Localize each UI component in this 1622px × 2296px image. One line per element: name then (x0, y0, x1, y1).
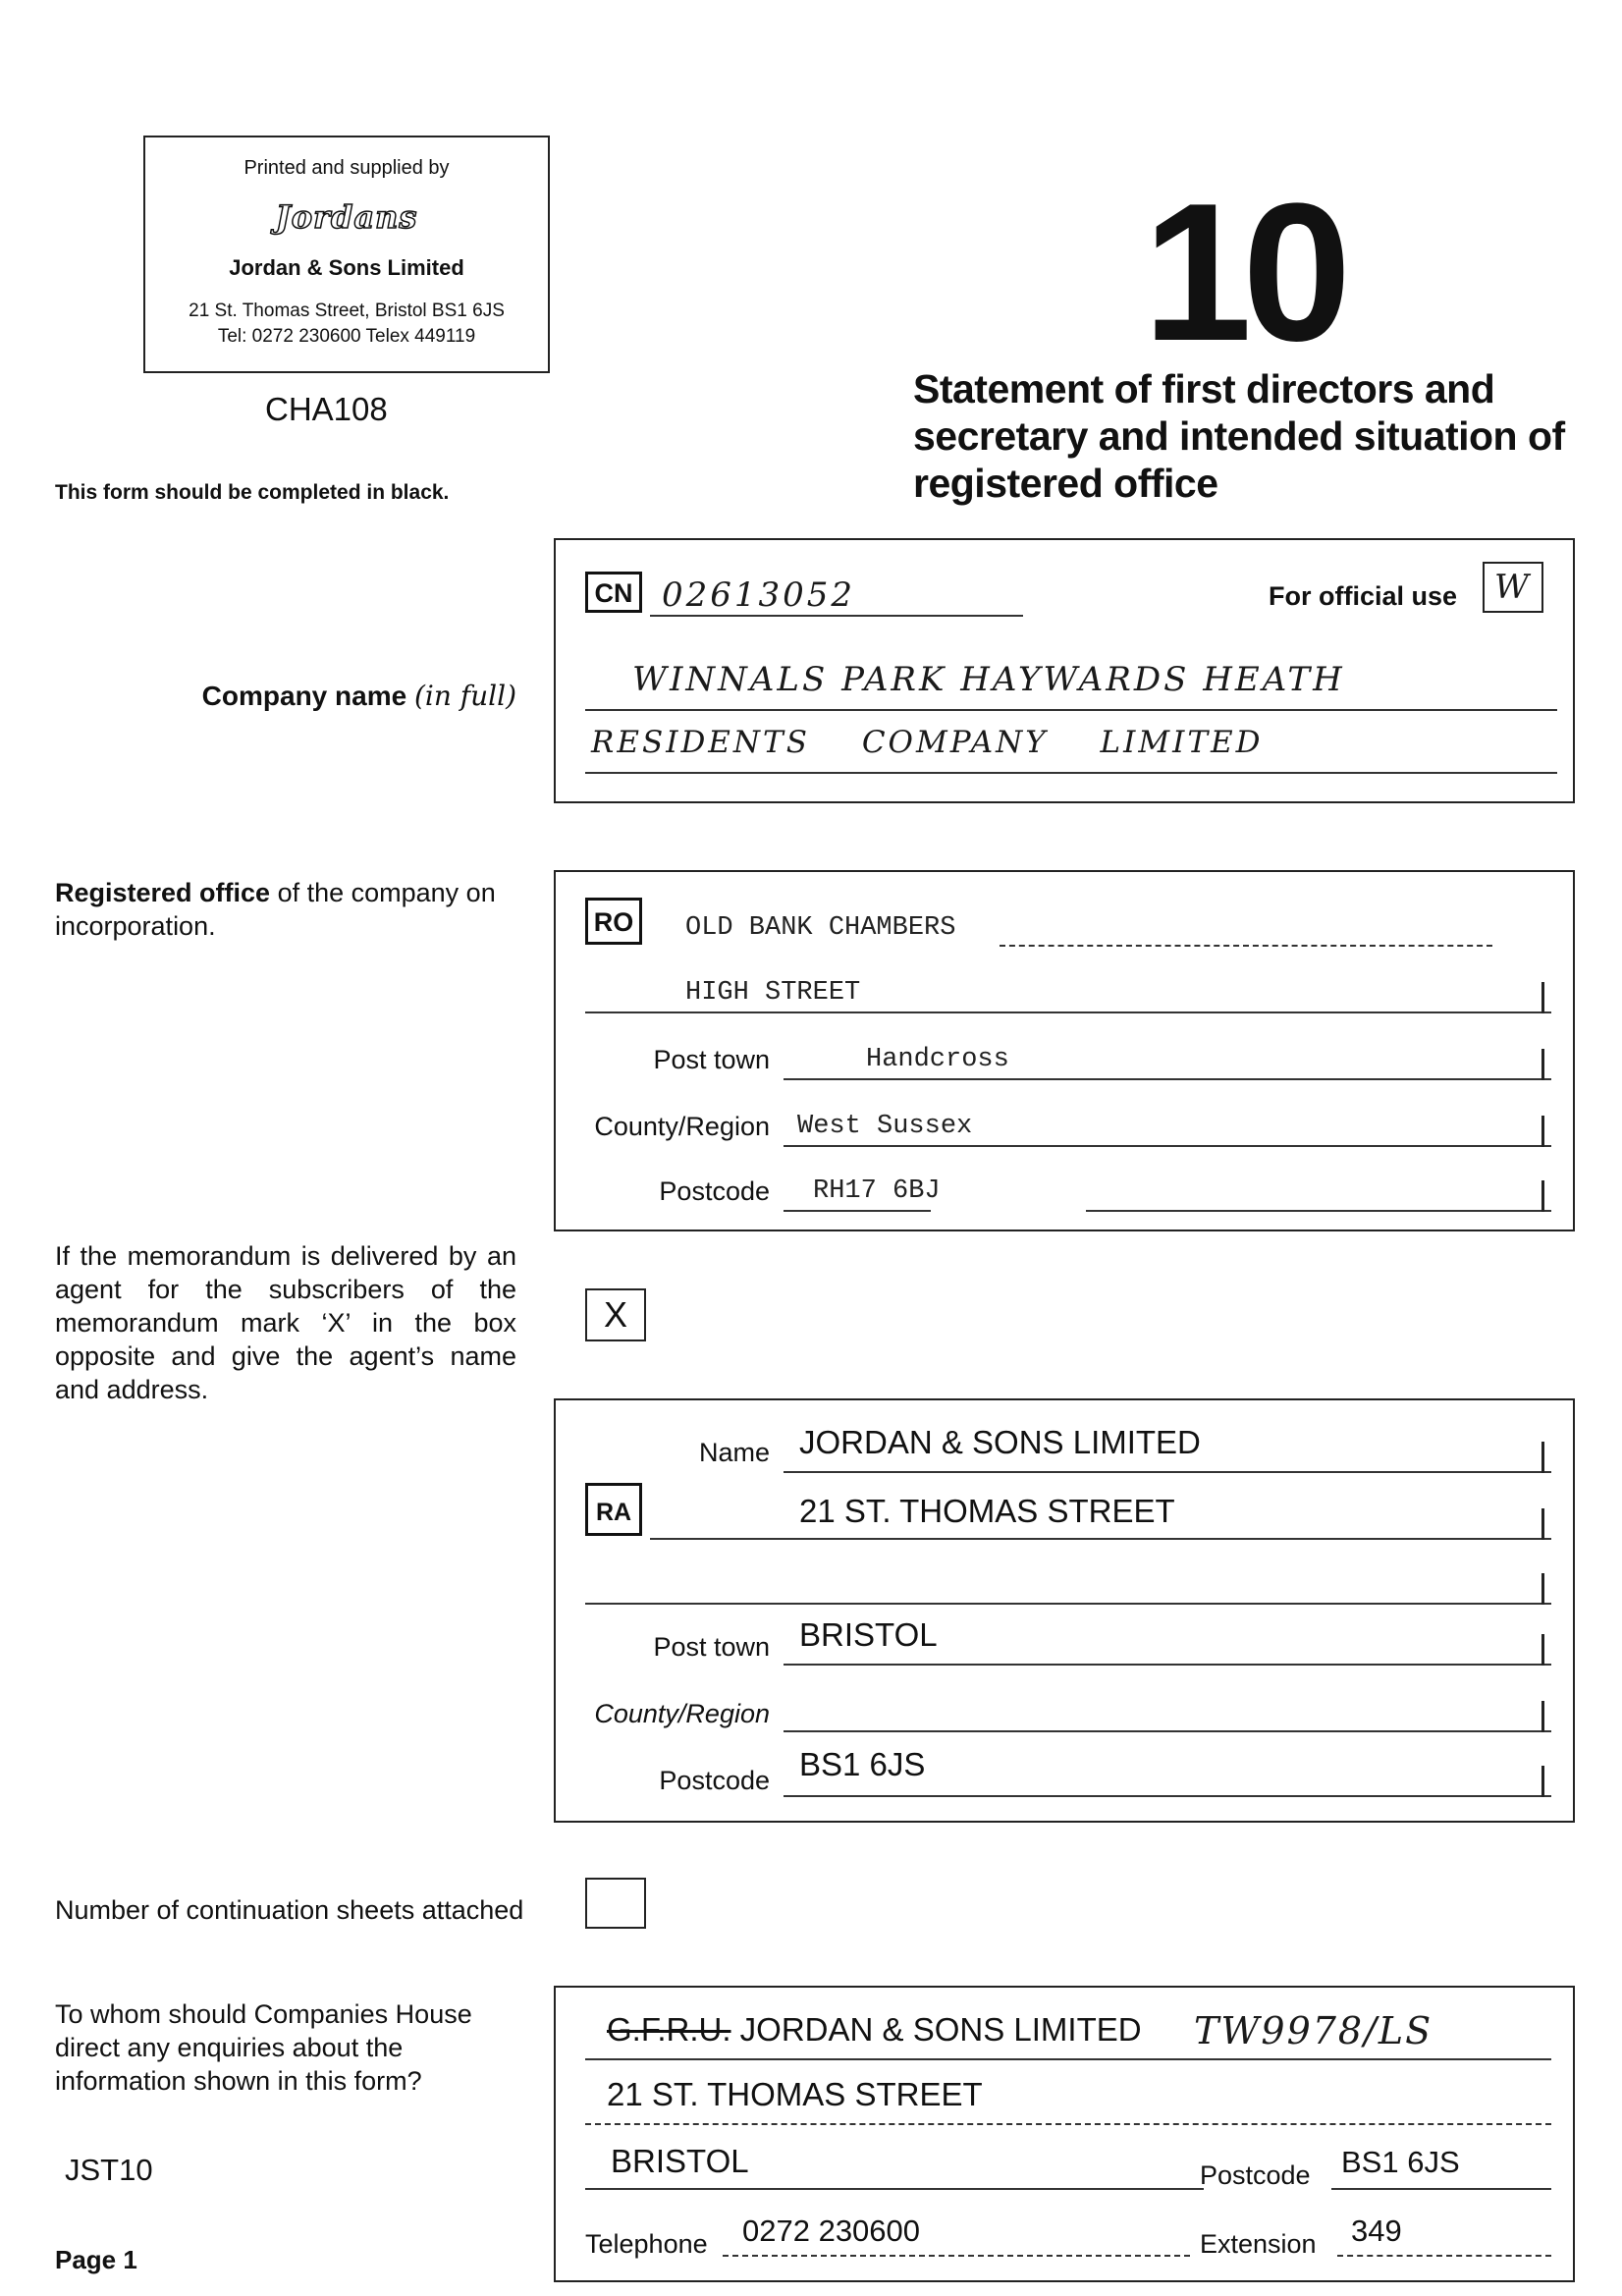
agent-post-town[interactable]: BRISTOL (799, 1616, 938, 1653)
ro-county-label: County/Region (594, 1112, 770, 1141)
ro-postcode-tick (1541, 1180, 1544, 1212)
agent-address-line2-rule (585, 1603, 1551, 1605)
enquiries-telephone-rule (723, 2255, 1190, 2257)
company-name-line1[interactable]: WINNALS PARK HAYWARDS HEATH (632, 660, 1345, 699)
agent-post-town-label: Post town (653, 1632, 770, 1662)
enquiries-postcode-rule (1331, 2188, 1551, 2190)
ro-postcode[interactable]: RH17 6BJ (813, 1176, 941, 1206)
agent-address-line1-tick (1541, 1508, 1544, 1540)
cn-code-box: CN (585, 572, 642, 613)
enquiries-telephone-label: Telephone (585, 2229, 708, 2259)
supplier-contact: Tel: 0272 230600 Telex 449119 (217, 326, 476, 347)
ro-line2-tick (1541, 982, 1544, 1013)
agent-county-label: County/Region (594, 1699, 770, 1728)
agent-post-town-tick (1541, 1634, 1544, 1666)
ra-code-box: RA (585, 1483, 642, 1536)
ro-county-tick (1541, 1116, 1544, 1147)
form-instruction: This form should be completed in black. (55, 481, 450, 504)
cn-value[interactable]: 02613052 (662, 575, 856, 615)
enquiries-box (554, 1986, 1575, 2282)
supplier-name: Jordan & Sons Limited (229, 255, 464, 280)
agent-county-rule (784, 1730, 1551, 1732)
ro-post-town-rule (784, 1078, 1551, 1080)
ro-line2-rule (585, 1011, 1551, 1013)
enquiries-struck-prefix: G.F.R.U. (607, 2011, 731, 2048)
registered-office-label-bold: Registered office (55, 878, 271, 907)
company-name-line1-rule (585, 709, 1557, 711)
supplier-box (143, 136, 550, 373)
company-box (554, 538, 1575, 803)
supplier-printed-by: Printed and supplied by (243, 157, 450, 179)
agent-mark-box[interactable] (585, 1288, 646, 1341)
official-use-label: For official use (1269, 581, 1458, 611)
ro-address-line2[interactable]: HIGH STREET (685, 978, 861, 1008)
enquiries-address-line1[interactable]: 21 ST. THOMAS STREET (607, 2076, 983, 2112)
form-number: 10 (1143, 163, 1342, 382)
enquiries-reference: TW9978/LS (1194, 2009, 1433, 2052)
agent-post-town-rule (784, 1664, 1551, 1666)
ro-postcode-rule-a (784, 1210, 931, 1212)
enquiries-extension-rule (1337, 2255, 1551, 2257)
form-reference: CHA108 (265, 391, 388, 427)
agent-name[interactable]: JORDAN & SONS LIMITED (799, 1424, 1201, 1460)
enquiries-postcode[interactable]: BS1 6JS (1341, 2145, 1460, 2179)
form-title: Statement of first directors and secretary and intended situation of registered office (913, 366, 1565, 506)
company-name-label-text: Company name (201, 681, 407, 711)
ro-county-rule (784, 1145, 1551, 1147)
supplier-address: 21 St. Thomas Street, Bristol BS1 6JS (189, 301, 505, 321)
ro-county[interactable]: West Sussex (797, 1112, 973, 1141)
enquiries-address-rule (585, 2123, 1551, 2125)
ro-post-town-tick (1541, 1049, 1544, 1080)
agent-address-line2-tick (1541, 1573, 1544, 1605)
agent-box (554, 1398, 1575, 1823)
agent-postcode-label: Postcode (659, 1766, 770, 1795)
agent-address-line1-rule (650, 1538, 1551, 1540)
cn-underline (650, 615, 1023, 617)
agent-postcode-rule (784, 1795, 1551, 1797)
enquiries-name[interactable]: JORDAN & SONS LIMITED (730, 2011, 1142, 2048)
registered-office-label-rest: of the company on incorporation. (55, 878, 496, 941)
ro-line1-rule (1000, 945, 1492, 947)
enquiries-name-row (607, 2011, 1142, 2049)
agent-note: If the memorandum is delivered by an agent for the subscribers of the memorandum mark ‘X’ in the box opposite and give the agent’s name and address. (55, 1241, 516, 1404)
registered-office-side-label (55, 876, 516, 943)
enquiries-telephone[interactable]: 0272 230600 (742, 2214, 921, 2248)
agent-name-rule (784, 1471, 1551, 1473)
agent-address-line1[interactable]: 21 ST. THOMAS STREET (799, 1493, 1175, 1529)
enquiries-question: To whom should Companies House direct any enquiries about the information shown in this form? (55, 1999, 472, 2096)
ro-postcode-label: Postcode (659, 1176, 770, 1206)
agent-mark: X (603, 1294, 627, 1335)
agent-postcode-tick (1541, 1766, 1544, 1797)
footer-code: JST10 (65, 2153, 153, 2187)
ro-code-box: RO (585, 898, 642, 945)
ro-address-line1[interactable]: OLD BANK CHAMBERS (685, 913, 956, 943)
enquiries-extension[interactable]: 349 (1351, 2214, 1402, 2248)
company-name-label (118, 680, 516, 712)
agent-postcode[interactable]: BS1 6JS (799, 1746, 926, 1782)
registered-office-box (554, 870, 1575, 1231)
ro-postcode-rule-b (1086, 1210, 1551, 1212)
official-use-value: W (1494, 568, 1532, 607)
enquiries-name-rule (585, 2058, 1551, 2060)
enquiries-town-rule (585, 2188, 1204, 2190)
company-name-label-suffix: (in full) (413, 680, 516, 712)
company-name-line2-rule (585, 772, 1557, 774)
agent-name-label: Name (698, 1438, 770, 1467)
enquiries-town[interactable]: BRISTOL (611, 2143, 749, 2179)
agent-county-tick (1541, 1701, 1544, 1732)
ro-post-town[interactable]: Handcross (866, 1045, 1009, 1074)
continuation-box[interactable] (585, 1878, 646, 1929)
company-name-line2[interactable]: RESIDENTS COMPANY LIMITED (591, 725, 1264, 760)
enquiries-postcode-label: Postcode (1200, 2160, 1311, 2190)
official-use-box (1483, 562, 1543, 613)
ro-post-town-label: Post town (653, 1045, 770, 1074)
footer-page: Page 1 (55, 2245, 137, 2274)
supplier-logo: Jordans (275, 198, 418, 236)
enquiries-extension-label: Extension (1200, 2229, 1317, 2259)
continuation-label: Number of continuation sheets attached (55, 1895, 524, 1925)
agent-name-tick (1541, 1442, 1544, 1473)
